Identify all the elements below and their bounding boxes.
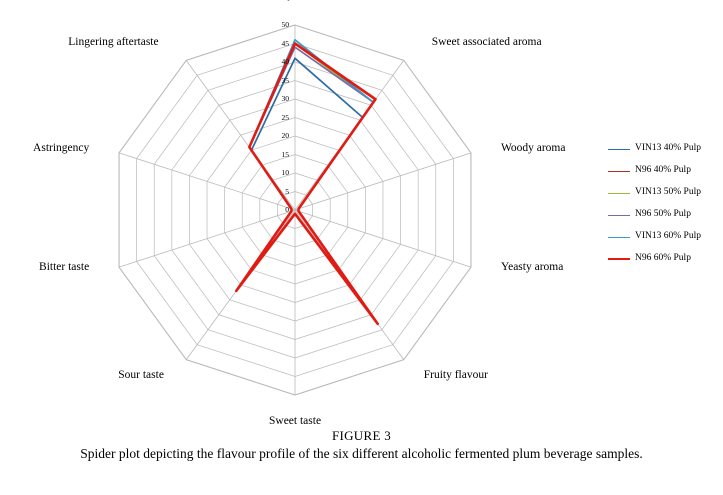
legend-color-swatch (608, 193, 630, 194)
legend-item-label: VIN13 60% Pulp (635, 231, 701, 242)
figure-caption-text: Spider plot depicting the flavour profile of the six different alcoholic fermented plum beverage samples. (80, 446, 643, 461)
series-line (236, 44, 377, 324)
axis-category-label: Fruity flavour (423, 369, 488, 382)
radial-tick-label: 45 (281, 38, 289, 48)
legend-color-swatch (608, 237, 630, 238)
legend-item[interactable] (608, 160, 720, 182)
radar-grid (119, 25, 471, 395)
axis-category-label: Sweet associated aroma (431, 35, 542, 48)
legend-item-label: VIN13 50% Pulp (635, 187, 701, 198)
radial-tick-label: 15 (281, 149, 289, 159)
chart-legend (608, 138, 720, 270)
legend-color-swatch (608, 258, 630, 260)
legend-item[interactable] (608, 248, 720, 270)
legend-item-label: N96 60% Pulp (635, 253, 691, 264)
axis-category-label: Lingering aftertaste (68, 35, 159, 48)
axis-category-label: Woody aroma (500, 142, 566, 155)
legend-item[interactable] (608, 204, 720, 226)
legend-item[interactable] (608, 138, 720, 160)
radial-tick-label: 20 (281, 131, 289, 140)
figure-number: FIGURE 3 (331, 428, 392, 443)
legend-item[interactable] (608, 226, 720, 248)
radial-tick-label: 30 (281, 94, 289, 103)
radial-tick-label: 25 (281, 112, 289, 122)
legend-color-swatch (608, 149, 630, 150)
radar-series-group (236, 40, 377, 324)
series-line (238, 47, 373, 315)
radial-tick-label: 0 (285, 205, 289, 214)
axis-category-label (265, 0, 325, 1)
legend-color-swatch (608, 171, 630, 172)
legend-item[interactable] (608, 182, 720, 204)
radial-tick-label: 35 (281, 75, 289, 85)
figure-caption (0, 428, 723, 462)
axis-category-label: Sweet taste (269, 414, 322, 427)
radial-tick-label: 10 (281, 168, 289, 177)
legend-item-label: N96 40% Pulp (635, 165, 691, 176)
radial-tick-label: 5 (285, 186, 289, 196)
axis-category-label: Bitter taste (39, 260, 90, 273)
legend-item-label: VIN13 40% Pulp (635, 143, 701, 154)
radial-tick-label: 50 (281, 20, 289, 29)
axis-category-label: Astringency (33, 142, 90, 155)
legend-item-label: N96 50% Pulp (635, 209, 691, 220)
radial-tick-label: 40 (281, 57, 289, 66)
axis-category-label: Yeasty aroma (500, 260, 564, 273)
legend-color-swatch (608, 215, 630, 216)
axis-category-label: Sour taste (118, 369, 164, 382)
